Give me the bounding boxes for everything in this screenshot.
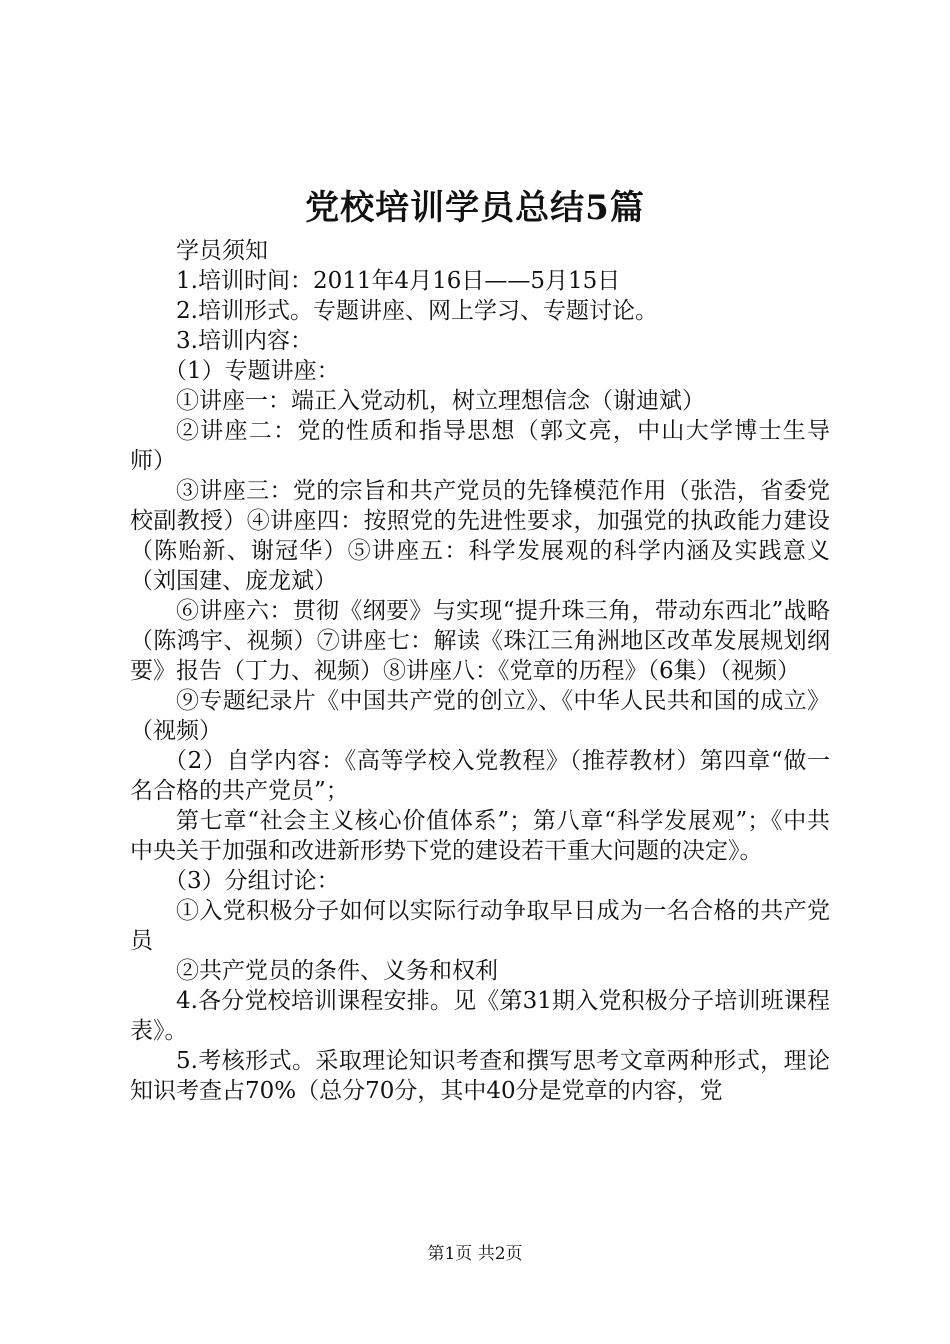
paragraph-assessment: 5.考核形式。采取理论知识考查和撰写思考文章两种形式，理论知识考查占70%（总分70分，其中40分是党章的内容，党 xyxy=(130,1048,830,1104)
paragraph-lecture-1: ①讲座一：端正入党动机，树立理想信念（谢迪斌） xyxy=(176,388,705,414)
paragraph-discussion-2: ②共产党员的条件、义务和权利 xyxy=(176,958,498,984)
paragraph-notice-heading: 学员须知 xyxy=(176,238,268,264)
paragraph-lectures-heading: （1）专题讲座： xyxy=(164,358,340,384)
paragraph-lecture-2: ②讲座二：党的性质和指导思想（郭文亮，中山大学博士生导师） xyxy=(130,418,830,474)
paragraph-lectures-3-5: ③讲座三：党的宗旨和共产党员的先锋模范作用（张浩，省委党校副教授）④讲座四：按照党的先进性要求，加强党的执政能力建设（陈贻新、谢冠华）⑤讲座五：科学发展观的科学内涵及实践意义（刘国建、庞龙斌） xyxy=(130,478,830,594)
paragraph-course-schedule: 4.各分党校培训课程安排。见《第31期入党积极分子培训班课程表》。 xyxy=(130,988,830,1044)
document-body xyxy=(130,236,830,1106)
paragraph-self-study: （2）自学内容：《高等学校入党教程》（推荐教材）第四章“做一名合格的共产党员”； xyxy=(130,748,830,804)
paragraph-discussion-1: ①入党积极分子如何以实际行动争取早日成为一名合格的共产党员 xyxy=(130,898,830,954)
paragraph-chapters: 第七章“社会主义核心价值体系”；第八章“科学发展观”；《中共中央关于加强和改进新形势下党的建设若干重大问题的决定》。 xyxy=(130,808,830,864)
paragraph-training-content: 3.培训内容： xyxy=(176,328,313,354)
paragraph-training-time: 1.培训时间：2011年4月16日——5月15日 xyxy=(176,268,621,294)
paragraph-training-form: 2.培训形式。专题讲座、网上学习、专题讨论。 xyxy=(176,298,658,324)
paragraph-lectures-6-8: ⑥讲座六：贯彻《纲要》与实现“提升珠三角，带动东西北”战略（陈鸿宇、视频）⑦讲座七：解读《珠江三角洲地区改革发展规划纲要》报告（丁力、视频）⑧讲座八：《党章的历程》（6集）（视频） xyxy=(130,598,830,684)
paragraph-documentary: ⑨专题纪录片《中国共产党的创立》、《中华人民共和国的成立》（视频） xyxy=(130,688,830,744)
paragraph-discussion-heading: （3）分组讨论： xyxy=(164,868,340,894)
page-footer: 第1页 共2页 xyxy=(427,1244,523,1264)
document-title: 党校培训学员总结5篇 xyxy=(305,188,645,228)
